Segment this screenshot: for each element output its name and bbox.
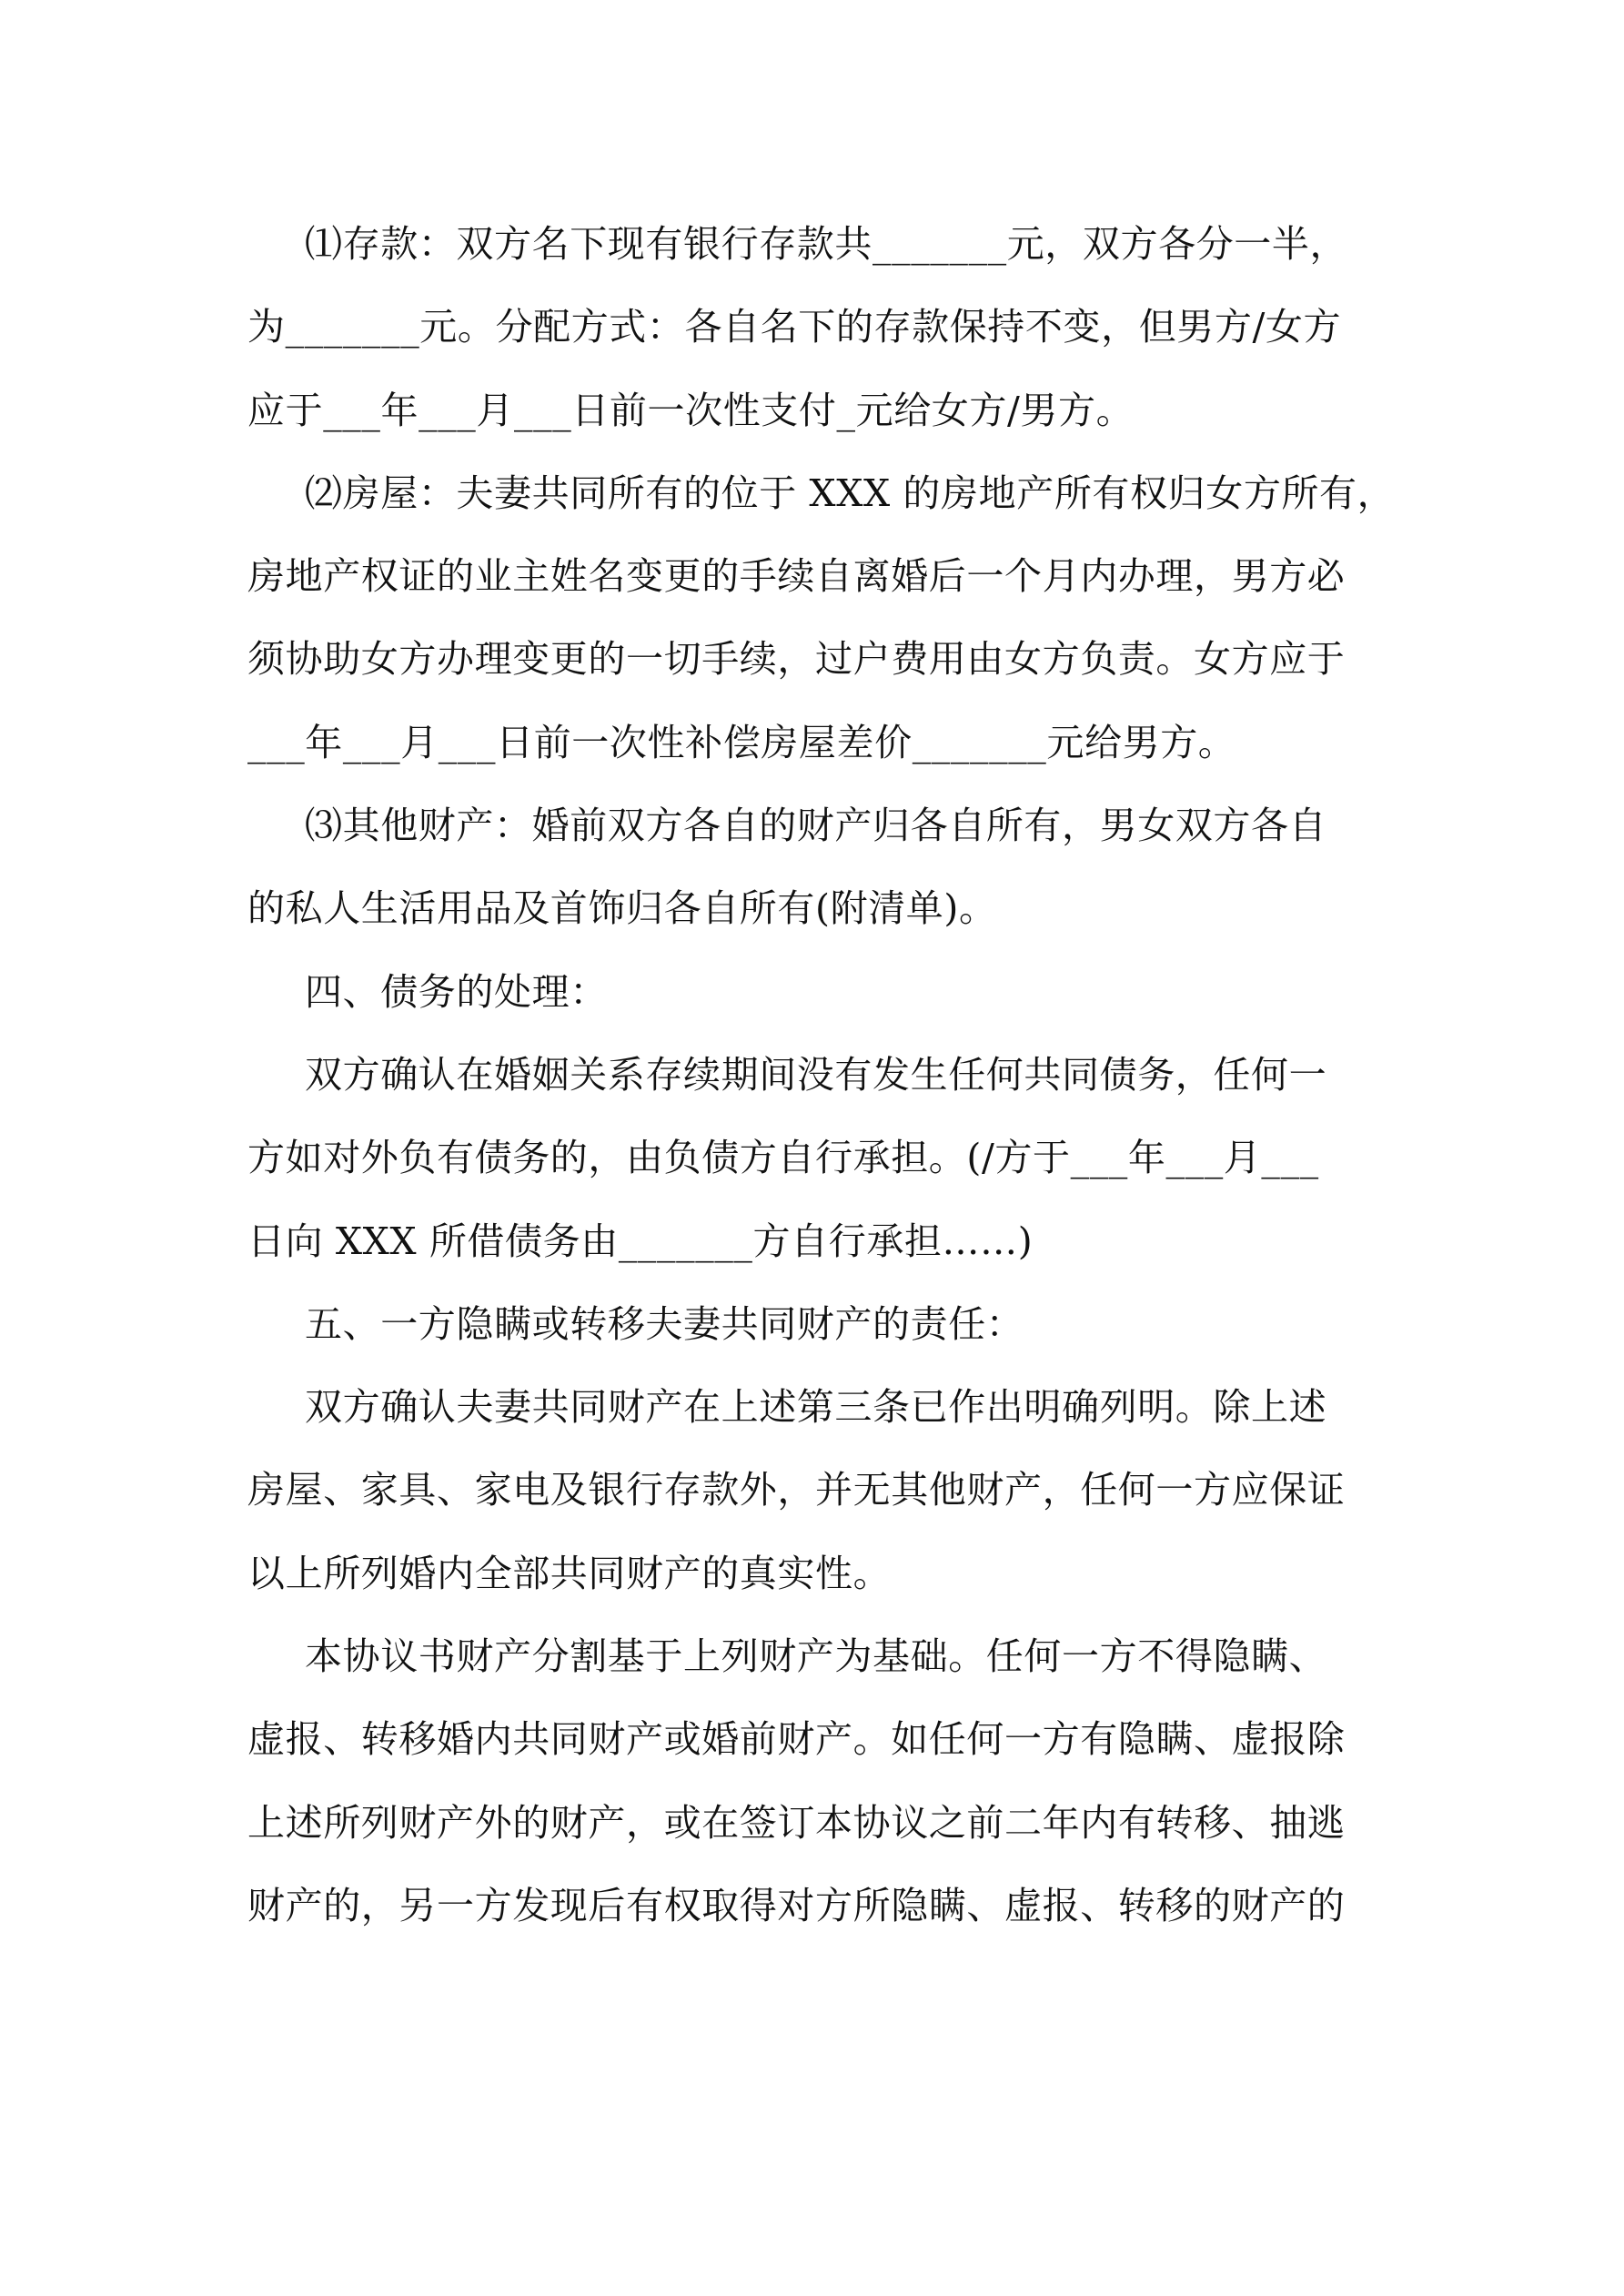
paragraph-debts-line-2: 方如对外负有债务的，由负债方自行承担。(/方于___年___月___ <box>247 1136 1319 1180</box>
paragraph-house-line-1: ⑵房屋：夫妻共同所有的位于 XXX 的房地产所有权归女方所有， <box>305 470 1396 515</box>
paragraph-savings-line-1: ⑴存款：双方名下现有银行存款共_______元，双方各分一半， <box>305 222 1348 266</box>
paragraph-debts-line-3: 日向 XXX 所借债务由_______方自行承担……) <box>247 1219 1034 1263</box>
paragraph-division-basis-line-2: 虚报、转移婚内共同财产或婚前财产。如任何一方有隐瞒、虚报除 <box>247 1717 1346 1762</box>
document-body <box>247 203 1394 1947</box>
paragraph-division-basis-line-1: 本协议书财产分割基于上列财产为基础。任何一方不得隐瞒、 <box>305 1634 1327 1679</box>
paragraph-savings-line-2: 为_______元。分配方式：各自名下的存款保持不变，但男方/女方 <box>247 305 1342 349</box>
paragraph-division-basis-line-4: 财产的，另一方发现后有权取得对方所隐瞒、虚报、转移的财产的 <box>247 1883 1346 1927</box>
paragraph-savings-line-3: 应于___年___月___日前一次性支付_元给女方/男方。 <box>247 388 1135 432</box>
section-heading-concealment: 五、一方隐瞒或转移夫妻共同财产的责任： <box>305 1301 1024 1346</box>
paragraph-division-basis-line-3: 上述所列财产外的财产，或在签订本协议之前二年内有转移、抽逃 <box>247 1800 1346 1845</box>
paragraph-house-line-3: 须协助女方办理变更的一切手续，过户费用由女方负责。女方应于 <box>247 637 1346 682</box>
paragraph-house-line-4: ___年___月___日前一次性补偿房屋差价_______元给男方。 <box>247 720 1236 764</box>
paragraph-confirmation-line-1: 双方确认夫妻共同财产在上述第三条已作出明确列明。除上述 <box>305 1385 1327 1430</box>
paragraph-house-line-2: 房地产权证的业主姓名变更的手续自离婚后一个月内办理，男方必 <box>247 554 1346 599</box>
paragraph-confirmation-line-2: 房屋、家具、家电及银行存款外，并无其他财产，任何一方应保证 <box>247 1468 1346 1512</box>
paragraph-other-property-line-1: ⑶其他财产：婚前双方各自的财产归各自所有，男女双方各自 <box>305 804 1327 848</box>
paragraph-debts-line-1: 双方确认在婚姻关系存续期间没有发生任何共同债务，任何一 <box>305 1052 1327 1097</box>
paragraph-confirmation-line-3: 以上所列婚内全部共同财产的真实性。 <box>247 1551 892 1595</box>
paragraph-other-property-line-2: 的私人生活用品及首饰归各自所有(附清单)。 <box>247 886 997 931</box>
section-heading-debts: 四、债务的处理： <box>305 969 608 1014</box>
